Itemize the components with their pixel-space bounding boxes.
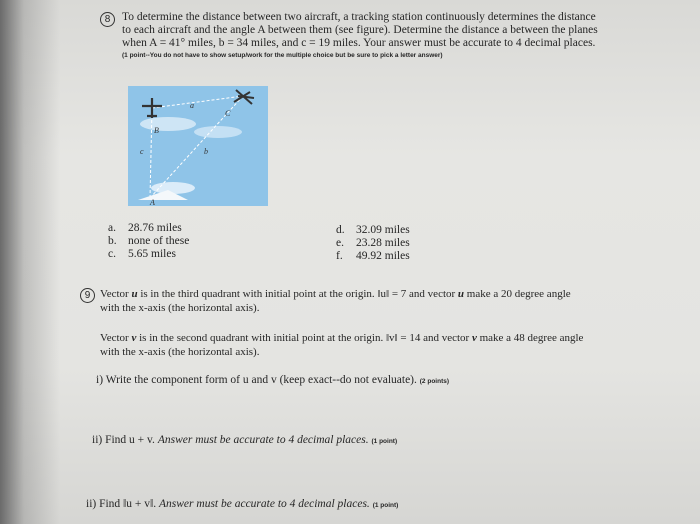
q8-text-line-2: to each aircraft and the angle A between them (see figure). Determine the distance a between the planes (122, 24, 598, 36)
side-a-line (152, 96, 243, 108)
question-8-number: 8 (100, 12, 115, 27)
label-b: b (204, 147, 208, 156)
label-C: C (225, 109, 231, 118)
q8-text-line-3: when A = 41° miles, b = 34 miles, and c = 19 miles. Your answer must be accurate to 4 decimal places. (122, 37, 596, 49)
q9-part-3: ii) Find ‖u + v‖. Answer must be accurate to 4 decimal places. (1 point) (86, 498, 399, 510)
airplane-b-icon (142, 98, 162, 118)
aircraft-diagram (128, 86, 268, 206)
option-b[interactable]: b. none of these (108, 235, 190, 247)
label-A: A (150, 198, 155, 206)
page-shadow (0, 0, 60, 524)
q9-paragraph-2-line-1: Vector v is in the second quadrant with initial point at the origin. ‖v‖ = 14 and vector v make a 48 degree angle (100, 332, 584, 344)
label-c: c (140, 147, 144, 156)
q9-paragraph-1-line-2: with the x-axis (the horizontal axis). (100, 302, 260, 314)
option-d[interactable]: d. 32.09 miles (336, 224, 410, 236)
option-f[interactable]: f. 49.92 miles (336, 250, 410, 262)
q9-paragraph-2-line-2: with the x-axis (the horizontal axis). (100, 346, 260, 358)
q8-note: (1 point--You do not have to show setup/work for the multiple choice but be sure to pick a letter answer) (122, 52, 443, 59)
label-B: B (154, 126, 159, 135)
label-a: a (190, 101, 194, 110)
option-c[interactable]: c. 5.65 miles (108, 248, 176, 260)
cloud-shape (194, 126, 242, 138)
q9-part-1: i) Write the component form of u and v (keep exact--do not evaluate). (2 points) (96, 374, 450, 386)
q8-text-line-1: To determine the distance between two aircraft, a tracking station continuously determines the distance (122, 11, 596, 23)
q9-part-2: ii) Find u + v. Answer must be accurate to 4 decimal places. (1 point) (92, 434, 398, 446)
option-e[interactable]: e. 23.28 miles (336, 237, 410, 249)
cloud-shape (140, 117, 196, 131)
question-9-number: 9 (80, 288, 95, 303)
q9-paragraph-1-line-1: Vector u is in the third quadrant with initial point at the origin. ‖u‖ = 7 and vector u make a 20 degree angle (100, 288, 571, 300)
option-a[interactable]: a. 28.76 miles (108, 222, 182, 234)
cloud-shape (151, 182, 195, 194)
aircraft-figure (128, 86, 268, 206)
